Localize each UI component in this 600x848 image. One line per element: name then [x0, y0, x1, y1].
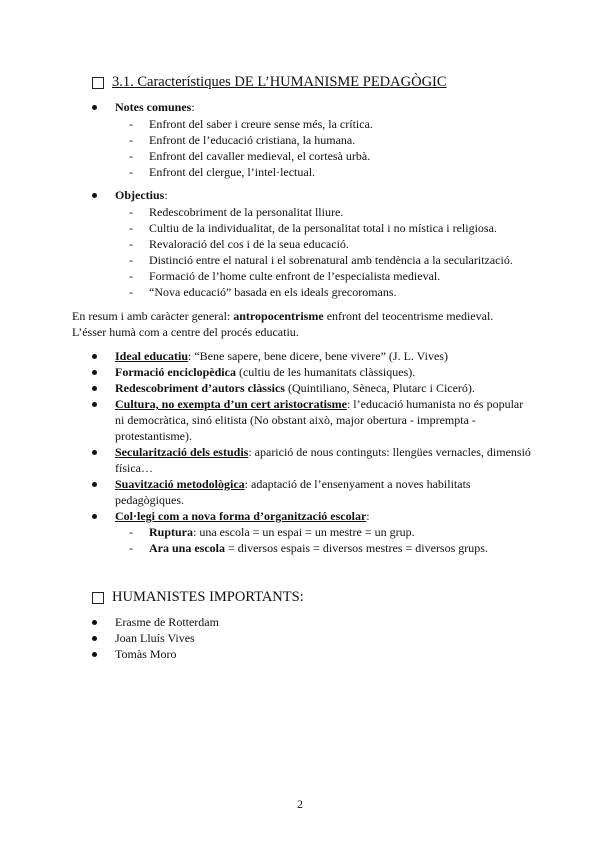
- list-item: - “Nova educació” basada en els ideals grecoromans.: [129, 285, 397, 299]
- list-item: - Enfront del clergue, l’intel·lectual.: [129, 165, 316, 179]
- list-item: - Enfront del saber i creure sense més, la crítica.: [129, 117, 373, 131]
- feature-item: Cultura, no exempta d’un cert aristocratisme: l’educació humanista no és popular ni democràtica, sinó elitista (No obstant això, major obertura - imprempta -protestantisme).: [92, 396, 533, 444]
- list-item: - Formació de l’home culte enfront de l’especialista medieval.: [129, 269, 441, 283]
- list-item: - Ara una escola = diversos espais = diversos mestres = diversos grups.: [129, 541, 488, 555]
- bullet-icon: [92, 105, 97, 110]
- notes-comunes-bullet: Notes comunes:: [92, 99, 195, 115]
- bullet-icon: [92, 370, 97, 375]
- feature-item: Redescobriment d’autors clàssics (Quintiliano, Sèneca, Plutarc i Ciceró).: [92, 380, 533, 396]
- bullet-icon: [92, 450, 97, 455]
- list-item: - Cultiu de la individualitat, de la personalitat total i no mística i religiosa.: [129, 221, 497, 235]
- list-item: - Revaloració del cos i de la seua educació.: [129, 237, 349, 251]
- feature-item: Suavització metodològica: adaptació de l’ensenyament a noves habilitats pedagògiques.: [92, 476, 533, 508]
- feature-item: Formació enciclopèdica (cultiu de les humanitats clàssiques).: [92, 364, 533, 380]
- feature-item: Secularització dels estudis: aparició de nous continguts: llengües vernacles, dimensió física…: [92, 444, 533, 476]
- bullet-icon: [92, 354, 97, 359]
- objectius-bullet: Objectius:: [92, 187, 168, 203]
- bullet-icon: [92, 636, 97, 641]
- checkbox-icon: [92, 77, 104, 89]
- bullet-icon: [92, 193, 97, 198]
- objectius-label: Objectius: [115, 188, 165, 202]
- list-item: - Redescobriment de la personalitat lliure.: [129, 205, 344, 219]
- list-item: - Enfront de l’educació cristiana, la humana.: [129, 133, 356, 147]
- bullet-icon: [92, 514, 97, 519]
- list-item: Erasme de Rotterdam: [92, 614, 219, 630]
- list-item: Tomàs Moro: [92, 646, 177, 662]
- section-heading-humanisme: [92, 74, 447, 91]
- section-title: 3.1. Característiques DE L’HUMANISME PEDAGÒGIC: [112, 74, 447, 90]
- bullet-icon: [92, 620, 97, 625]
- feature-item: Ideal educatiu: “Bene sapere, bene dicere, bene vivere” (J. L. Vives): [92, 348, 533, 364]
- feature-item: Col·legi com a nova forma d’organització escolar:: [92, 508, 533, 524]
- summary-line-2: L’ésser humà com a centre del procés educatiu.: [72, 325, 299, 339]
- bullet-icon: [92, 386, 97, 391]
- list-item: Joan Lluís Vives: [92, 630, 195, 646]
- checkbox-icon: [92, 592, 104, 604]
- page-number: 2: [297, 797, 303, 811]
- list-item: - Enfront del cavaller medieval, el cortesà urbà.: [129, 149, 371, 163]
- list-item: - Ruptura: una escola = un espai = un mestre = un grup.: [129, 525, 415, 539]
- list-item: - Distinció entre el natural i el sobrenatural amb tendència a la secularització.: [129, 253, 513, 267]
- bullet-icon: [92, 402, 97, 407]
- section-title: HUMANISTES IMPORTANTS:: [112, 589, 304, 605]
- bullet-icon: [92, 482, 97, 487]
- notes-label: Notes comunes: [115, 100, 192, 114]
- section-heading-humanistes: [92, 589, 304, 606]
- bullet-icon: [92, 652, 97, 657]
- summary-line: En resum i amb caràcter general: antropocentrisme enfront del teocentrisme medieval.: [72, 309, 494, 323]
